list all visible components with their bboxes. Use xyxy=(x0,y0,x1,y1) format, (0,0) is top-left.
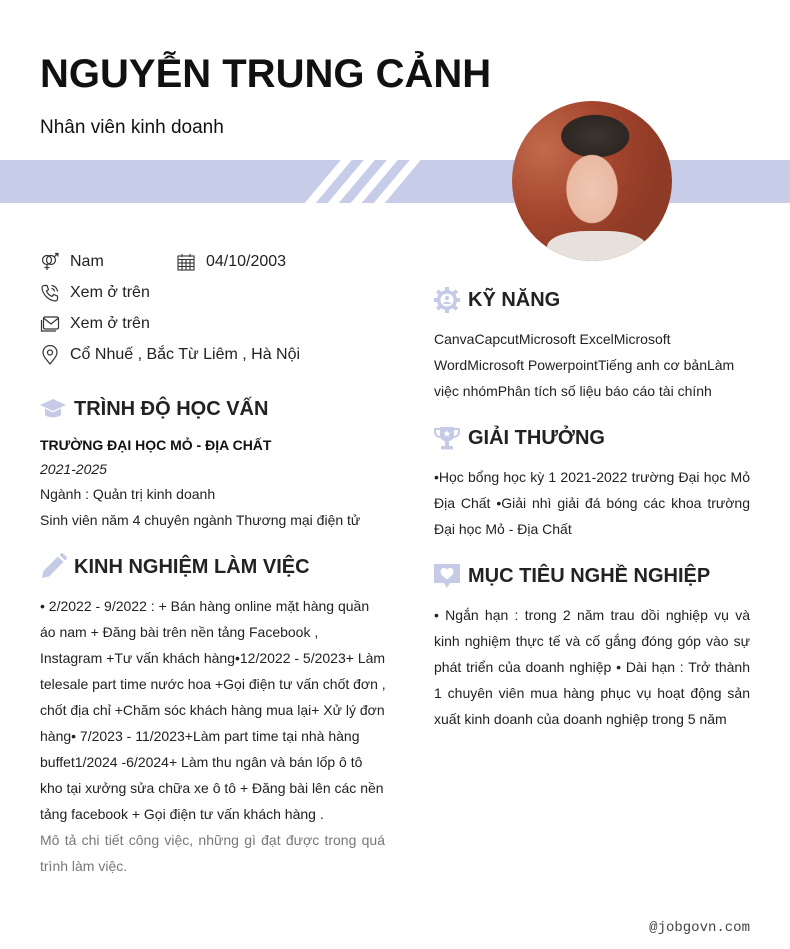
experience-line: kho tại xưởng sửa chữa xe ô tô + Đăng bài lên các nền xyxy=(40,780,384,796)
contact-birthday xyxy=(176,252,286,272)
experience-line: buffet1/2024 -6/2024+ Làm thu ngân và bán lốp ô tô xyxy=(40,754,363,770)
experience-line: áo nam + Đăng bài trên nền tảng Facebook , xyxy=(40,624,319,640)
location-icon xyxy=(40,345,60,365)
objective-body: • Ngắn hạn : trong 2 năm trau dồi nghiệp vụ và kinh nghiệm thực tế và cố gắng đóng góp vào sự phát triển của doanh nghiệp • Dài hạn : Trở thành 1 chuyên viên mua hàng phục vụ hoạt động sản xuất kinh doanh của doanh nghiệp trong 5 năm xyxy=(434,607,750,727)
experience-line: tảng facebook + Gọi điện tư vấn khách hàng . xyxy=(40,806,324,822)
experience-line: hàng• 7/2023 - 11/2023+Làm part time tại nhà hàng xyxy=(40,728,360,744)
experience-line: telesale part time nước hoa +Gọi điện tư vấn chốt đơn , xyxy=(40,676,386,692)
skills-title: KỸ NĂNG xyxy=(468,288,561,311)
mail-icon xyxy=(40,314,60,334)
user-gear-icon xyxy=(432,286,462,314)
contact-gender xyxy=(40,252,104,272)
contact-address xyxy=(40,345,300,365)
watermark: @jobgovn.com xyxy=(649,920,750,936)
education-major: Ngành : Quản trị kinh doanh xyxy=(40,486,216,502)
experience-title: KINH NGHIỆM LÀM VIỆC xyxy=(74,555,310,578)
education-school: TRƯỜNG ĐẠI HỌC MỎ - ĐỊA CHẤT xyxy=(40,437,272,453)
trophy-icon xyxy=(432,424,462,452)
objective-heading xyxy=(432,562,710,590)
birthday-value: 04/10/2003 xyxy=(206,253,287,270)
education-description: Sinh viên năm 4 chuyên ngành Thương mại điện tử xyxy=(40,512,361,528)
education-years: 2021-2025 xyxy=(40,461,107,477)
awards-heading xyxy=(432,424,605,452)
experience-line: chốt địa chỉ +Chăm sóc khách hàng mua lại+ Xử lý đơn xyxy=(40,702,385,718)
graduation-cap-icon xyxy=(38,395,68,423)
experience-line: • 2/2022 - 9/2022 : + Bán hàng online mặt hàng quần xyxy=(40,598,370,614)
photo-shirt xyxy=(547,231,647,261)
candidate-name: NGUYỄN TRUNG CẢNH xyxy=(40,52,492,96)
experience-heading xyxy=(38,553,310,581)
pencil-icon xyxy=(38,553,68,581)
heart-message-icon xyxy=(432,562,462,590)
education-title: TRÌNH ĐỘ HỌC VẤN xyxy=(74,397,269,420)
contact-email xyxy=(40,314,150,334)
contact-phone xyxy=(40,283,150,303)
email-value: Xem ở trên xyxy=(70,315,150,332)
awards-body: •Học bổng học kỳ 1 2021-2022 trường Đại học Mỏ Địa Chất •Giải nhì giải đá bóng các khoa trường Đại học Mỏ - Địa Chất xyxy=(434,469,750,537)
skills-heading xyxy=(432,286,560,314)
phone-value: Xem ở trên xyxy=(70,284,150,301)
phone-icon xyxy=(40,283,60,303)
calendar-icon xyxy=(176,252,196,272)
profile-photo xyxy=(512,101,672,261)
objective-title: MỤC TIÊU NGHỀ NGHIỆP xyxy=(468,564,711,587)
gender-value: Nam xyxy=(70,253,104,270)
gender-icon xyxy=(40,252,60,272)
experience-line: Instagram +Tư vấn khách hàng•12/2022 - 5/2023+ Làm xyxy=(40,650,386,666)
experience-placeholder: Mô tả chi tiết công việc, những gì đạt được trong quá trình làm việc. xyxy=(40,832,385,874)
experience-body xyxy=(40,593,390,879)
awards-title: GIẢI THƯỞNG xyxy=(468,426,605,449)
skills-body: CanvaCapcutMicrosoft ExcelMicrosoft WordMicrosoft PowerpointTiếng anh cơ bảnLàm việc nhómPhân tích số liệu báo cáo tài chính xyxy=(434,331,735,399)
job-title: Nhân viên kinh doanh xyxy=(40,117,224,138)
address-value: Cổ Nhuế , Bắc Từ Liêm , Hà Nội xyxy=(70,346,301,363)
education-heading xyxy=(38,395,268,423)
